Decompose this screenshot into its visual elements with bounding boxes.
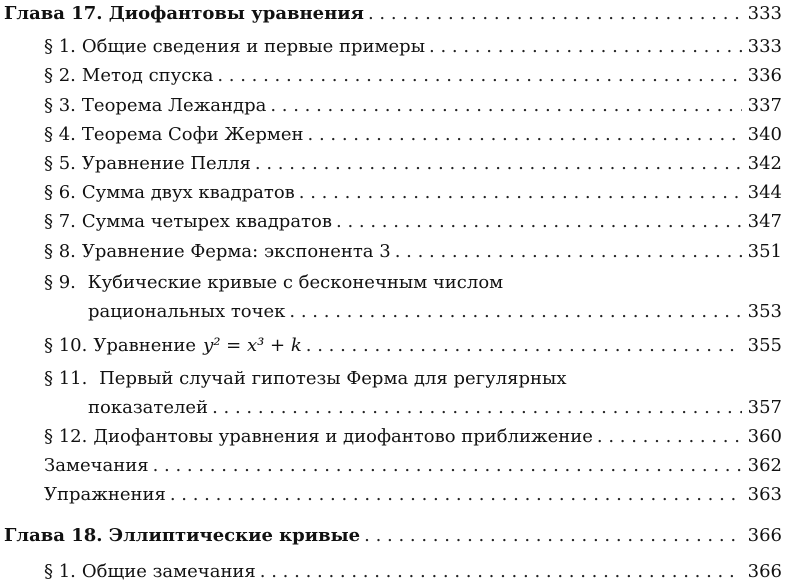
dot-leader [270,94,741,118]
chapter-title: Глава 17. Диофантовы уравнения [4,3,364,24]
dot-leader [306,334,742,358]
section-title-continued: рациональных точек [88,301,286,322]
page-number: 340 [747,124,782,145]
page-number: 333 [747,36,782,57]
dot-leader [395,240,742,264]
section-number: § 8. [44,241,76,262]
page-number: 347 [747,211,782,232]
page-number: 337 [747,95,782,116]
dot-leader [368,2,742,26]
section-number: § 3. [44,95,76,116]
dot-leader [429,35,742,59]
dot-leader [364,524,742,548]
section-number: § 4. [44,124,76,145]
section-title: Общие замечания [81,561,256,582]
page-number: 366 [747,561,782,582]
toc-entry-ch17-s10[interactable] [44,334,782,358]
page-number: 357 [747,397,782,418]
toc-entry-ch17-s1[interactable] [44,35,782,59]
section-number: § 1. [44,36,76,57]
page-number: 342 [747,153,782,174]
page-number: 360 [747,426,782,447]
dot-leader [170,483,742,507]
dot-leader [260,560,742,584]
chapter-title: Глава 18. Эллиптические кривые [4,525,361,546]
dot-leader [597,425,742,449]
toc-entry-ch18-s1[interactable] [44,560,782,584]
toc-entry-ch17-s2[interactable] [44,64,782,88]
page-number: 353 [747,301,782,322]
section-title: Уравнение Ферма: экспонента 3 [81,241,391,262]
toc-entry-ch17-s4[interactable] [44,123,782,147]
toc-entry-ch17-s11-line2[interactable] [88,396,782,420]
dot-leader [255,152,742,176]
section-number: § 11. [44,368,88,389]
page-number: 366 [747,525,782,546]
section-number: § 12. [44,426,88,447]
page-number: 351 [747,241,782,262]
toc-entry-ch17-s11-line1[interactable] [44,367,567,391]
section-title: Уравнение [93,335,197,356]
section-title-continued: показателей [88,397,209,418]
section-title: Уравнение Пелля [81,153,251,174]
section-title: Сумма четырех квадратов [81,211,332,232]
toc-entry-ch17-s3[interactable] [44,94,782,118]
dot-leader [153,454,742,478]
section-number: § 10. [44,335,88,356]
dot-leader [289,300,741,324]
toc-entry-ch17-s9-line2[interactable] [88,300,782,324]
section-title: Теорема Софи Жермен [81,124,304,145]
dot-leader [299,181,742,205]
entry-title: Замечания [44,455,149,476]
section-number: § 9. [44,272,76,293]
section-number: § 2. [44,65,76,86]
toc-entry-ch17-notes[interactable] [44,454,782,478]
page-number: 336 [747,65,782,86]
page-number: 355 [747,335,782,356]
section-title: Кубические кривые с бесконечным числом [87,272,504,293]
dot-leader [217,64,741,88]
section-number: § 6. [44,182,76,203]
toc-entry-ch17-s5[interactable] [44,152,782,176]
section-number: § 1. [44,561,76,582]
dot-leader [336,210,742,234]
section-title: Общие сведения и первые примеры [81,36,426,57]
toc-entry-ch17-s7[interactable] [44,210,782,234]
section-number: § 7. [44,211,76,232]
section-title: Диофантовы уравнения и диофантово приближение [93,426,593,447]
chapter-17-heading[interactable] [4,2,782,26]
toc-entry-ch17-s9-line1[interactable] [44,271,503,295]
dot-leader [308,123,742,147]
toc-entry-ch17-s6[interactable] [44,181,782,205]
chapter-18-heading[interactable] [4,524,782,548]
toc-entry-ch17-s8[interactable] [44,240,782,264]
section-title: Метод спуска [81,65,214,86]
section-title: Теорема Лежандра [81,95,267,116]
entry-title: Упражнения [44,484,166,505]
section-number: § 5. [44,153,76,174]
page-number: 363 [747,484,782,505]
dot-leader [212,396,742,420]
section-title: Сумма двух квадратов [81,182,295,203]
toc-entry-ch17-exercises[interactable] [44,483,782,507]
section-title-formula: y² = x³ + k [203,335,302,356]
toc-entry-ch17-s12[interactable] [44,425,782,449]
page-number: 362 [747,455,782,476]
page-number: 333 [747,3,782,24]
page-number: 344 [747,182,782,203]
section-title: Первый случай гипотезы Ферма для регулярных [99,368,567,389]
